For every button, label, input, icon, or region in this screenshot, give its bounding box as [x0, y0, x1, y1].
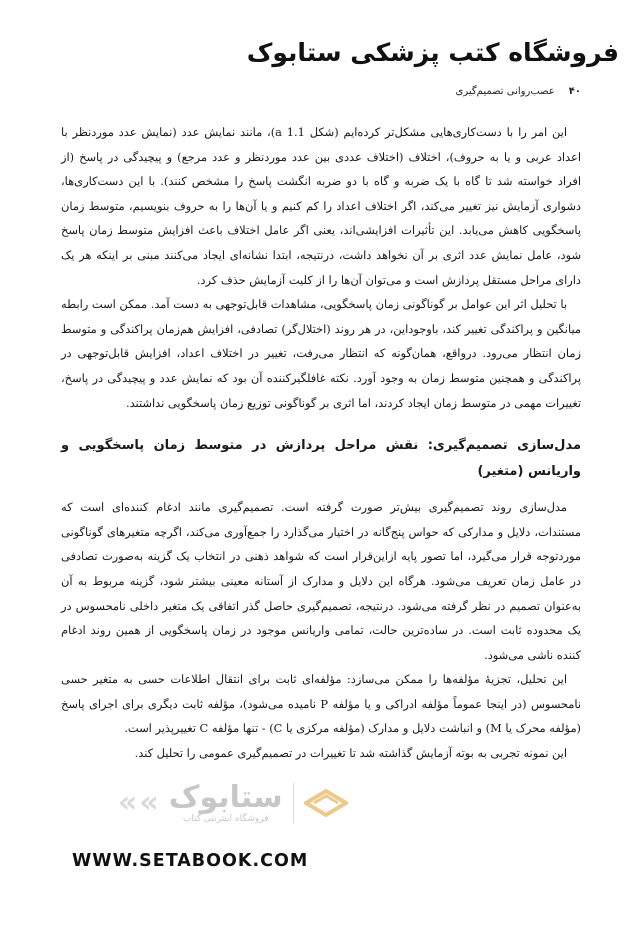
- paragraph: این نمونه تجربی به بوته آزمایش گذاشته شد تا تغییرات در تصمیم‌گیری عمومی را تحلیل کند.: [134, 746, 567, 761]
- watermark-logo-text: [169, 782, 283, 824]
- running-head: [456, 86, 581, 97]
- watermark-divider: [293, 783, 294, 823]
- store-title: فروشگاه کتب پزشکی ستابوک: [246, 38, 619, 67]
- watermark-subtitle: فروشگاه اینترنتی کتاب: [182, 814, 269, 824]
- chapter-section-title: عصب‌روانی تصمیم‌گیری: [455, 86, 555, 97]
- paragraph: این امر را با دست‌کاری‌هایی مشکل‌تر کرده‌ایم (شکل 1.1 a)، مانند نمایش عدد (نمایش عدد موردنظر با اعداد عربی و یا به حروف)، اختلاف (اختلاف عددی بین عدد موردنظر و عدد مرجع) و پیچیدگی در پاسخ (از افراد خواسته شد تا گاه با یک ضربه و گاه با دو ضربه انگشت پاسخ را مشخص کنند). با این دست‌کاری‌ها، دشواری آزمایش نیز تغییر می‌کند، اگر اختلاف اعداد را کم کنیم و یا آن‌ها را به حروف بنویسیم، متوسط زمان پاسخگویی کاهش می‌یابد. این تأثیرات افزایشی‌اند، یعنی اگر عامل اختلاف باعث افزایش متوسط زمان پاسخ شود، عامل نمایش عدد اثری بر آن نخواهد داشت، درنتیجه، ابتدا نشانه‌ای ایجاد می‌کنند مبنی بر اینکه هر یک دارای مراحل مستقل پردازش است و می‌توان آن‌ها را از کلیت آزمایش حذف کرد.: [61, 125, 581, 287]
- setabook-watermark: [118, 778, 448, 828]
- paragraph: مدل‌سازی روند تصمیم‌گیری بیش‌تر صورت گرفته است. تصمیم‌گیری مانند ادغام کننده‌ای است که مستندات، دلایل و مدارکی که حواس پنج‌گانه در اختیار می‌گذارد را جمع‌آوری می‌کند، اگرچه متغیرهای گوناگونی موردتوجه قرار می‌گیرد، اما تصور پایه ازاین‌قرار است که شواهد ذهنی در انتخاب یک گزینه به‌صورت تصادفی در عامل زمان تعریف می‌شود. هرگاه این دلایل و مدارک از آستانه معینی بیشتر شود، گزینه مربوط به آن به‌عنوان تصمیم در نظر گرفته می‌شود. درنتیجه، تصمیم‌گیری حاصل گذر اتفاقی یک متغیر داخلی نامحسوس در یک محدوده ثابت است. در ساده‌ترین حالت، تمامی واریانس موجود در زمان پاسخگویی از همین روند ادغام کننده ناشی می‌شود.: [61, 500, 581, 662]
- body-text: [61, 120, 581, 766]
- section-heading: مدل‌سازی تصمیم‌گیری: نقش مراحل پردازش در متوسط زمان پاسخگویی و واریانس (متغیر): [61, 438, 581, 480]
- paragraph: با تحلیل اثر این عوامل بر گوناگونی زمان پاسخگویی، مشاهدات قابل‌توجهی به دست آمد. ممکن است رابطه میانگین و پراکندگی تغییر کند، باوجوداین، در هر روند (اختلال‌گر) تصادفی، افزایش هم‌زمان پراکندگی و متوسط زمان انتظار می‌رود. درواقع، همان‌گونه که انتظار می‌رفت، تغییر در اختلاف اعداد، افزایش قابل‌توجهی در پراکندگی و همچنین متوسط زمان به وجود آورد. نکته غافلگیرکننده آن بود که نمایش عدد و پیچیدگی در پاسخ، تغییرات مهمی در متوسط زمان ایجاد کردند، اما اثری بر گوناگونی توزیع زمان پاسخگویی نداشتند.: [61, 297, 581, 410]
- page-number: ۴۰: [568, 86, 581, 97]
- book-bird-icon: [304, 785, 348, 821]
- watermark-brand: ستابوک: [168, 780, 283, 815]
- website-url[interactable]: WWW.SETABOOK.COM: [72, 851, 309, 871]
- chevrons-icon: « «: [118, 785, 159, 820]
- paragraph: این تحلیل، تجزیهٔ مؤلفه‌ها را ممکن می‌سازد: مؤلفه‌ای ثابت برای انتقال اطلاعات حسی به متغیر حسی نامحسوس (در اینجا عموماً مؤلفه ادراکی و یا مؤلفه P نامیده می‌شود)، مؤلفه ثابت دیگری برای اجرای پاسخ (مؤلفه محرک یا M) و انباشت دلایل و مدارک (مؤلفه مرکزی یا C) - تنها مؤلفه C تغییرپذیر است.: [61, 672, 581, 736]
